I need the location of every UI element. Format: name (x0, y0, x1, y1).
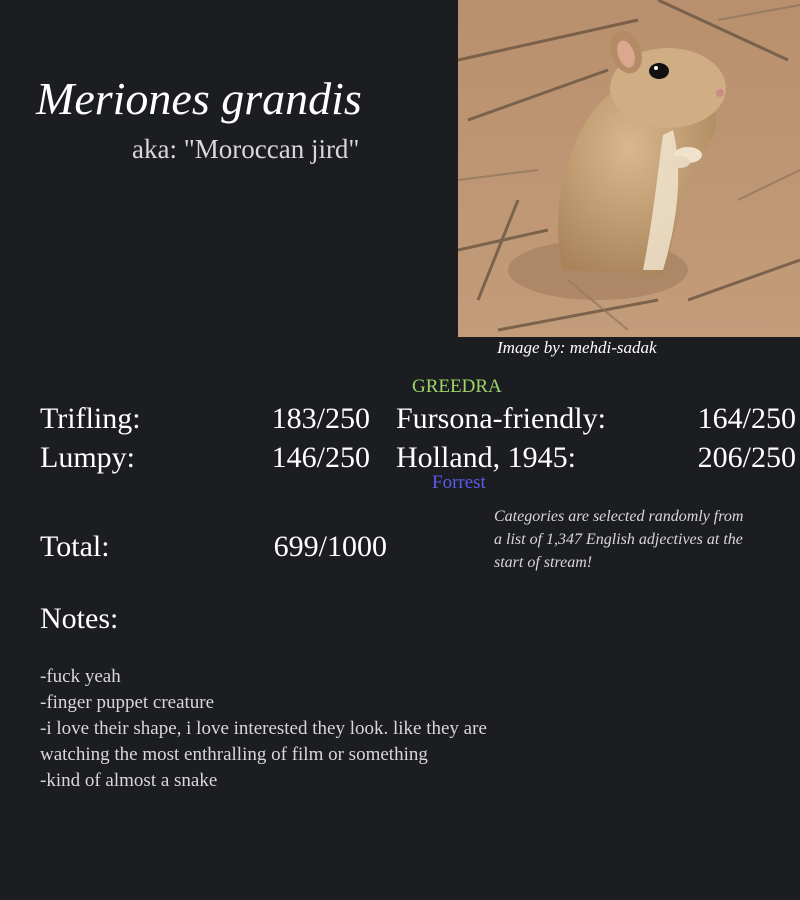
species-title: Meriones grandis (36, 73, 362, 124)
judge-label-greedra: GREEDRA (412, 376, 502, 397)
note-line: -i love their shape, i love interested they look. like they are watching the most enthralling of film or something (40, 718, 487, 765)
score-value-fursona-friendly: 164/250 (697, 402, 796, 435)
common-name: aka: "Moroccan jird" (132, 134, 360, 164)
jird-photo (458, 0, 800, 337)
total-value: 699/1000 (273, 530, 387, 563)
score-label-holland-1945: Holland, 1945: (396, 441, 576, 474)
score-label-trifling: Trifling: (40, 402, 141, 435)
note-line: -fuck yeah (40, 666, 121, 687)
score-value-lumpy: 146/250 (271, 441, 370, 474)
total-label: Total: (40, 530, 110, 563)
score-value-holland-1945: 206/250 (697, 441, 796, 474)
score-value-trifling: 183/250 (271, 402, 370, 435)
notes-heading: Notes: (40, 602, 119, 635)
jird-illustration (458, 0, 800, 337)
image-credit: Image by: mehdi-sadak (497, 338, 657, 357)
note-line: -finger puppet creature (40, 692, 215, 713)
score-label-lumpy: Lumpy: (40, 441, 135, 474)
score-label-fursona-friendly: Fursona-friendly: (396, 402, 606, 435)
note-line: -kind of almost a snake (40, 770, 218, 791)
notes-list (40, 664, 520, 794)
category-note: Categories are selected randomly from a list of 1,347 English adjectives at the start of stream! (494, 508, 744, 571)
judge-label-forrest: Forrest (432, 472, 486, 493)
